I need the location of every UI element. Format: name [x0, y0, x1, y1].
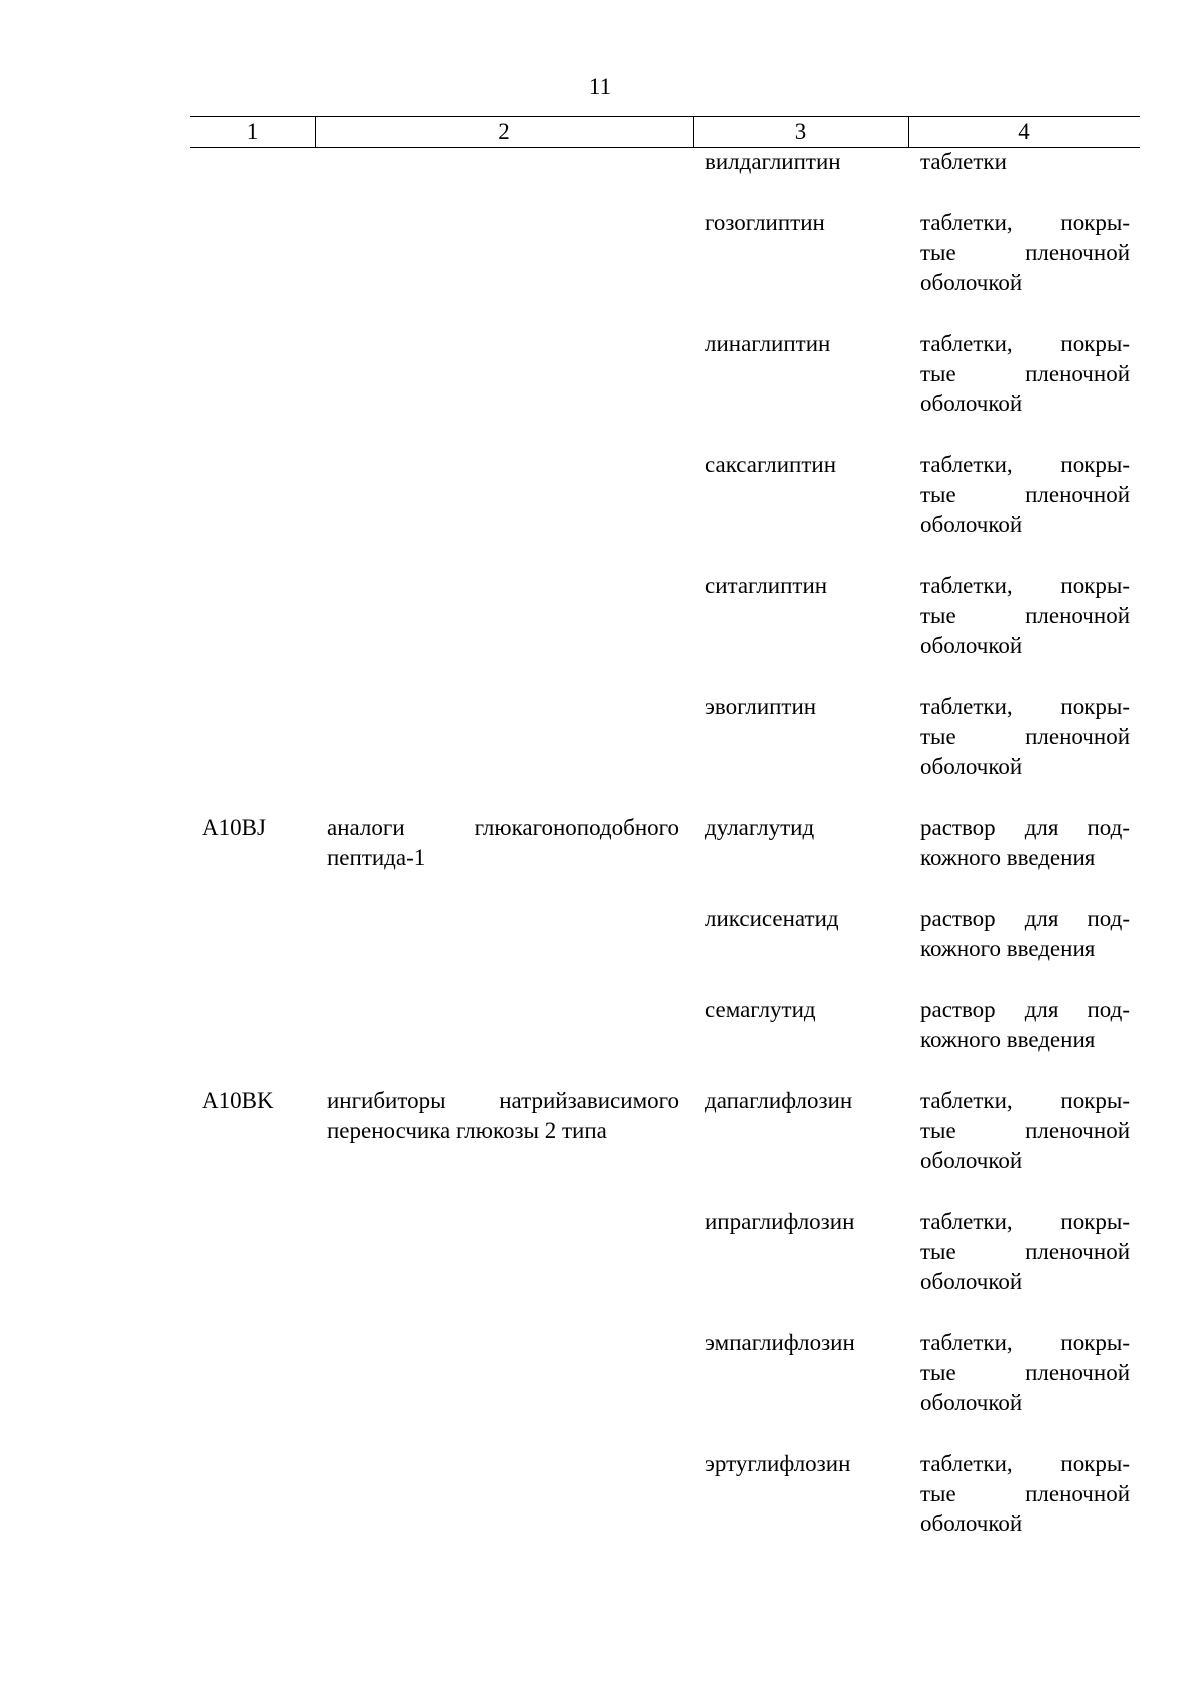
drug-name: саксаглиптин — [705, 452, 837, 477]
table-row — [190, 450, 1140, 540]
header-col-4: 4 — [1018, 119, 1030, 144]
table-row — [190, 208, 1140, 298]
table-row — [190, 1207, 1140, 1297]
pharm-group-line: ингибиторы натрийзависимого — [327, 1088, 679, 1113]
dosage-form-line: кожного введения — [920, 936, 1096, 961]
dosage-form-line: тые пленочной — [920, 482, 1130, 507]
header-col-2: 2 — [498, 119, 510, 144]
dosage-form — [920, 147, 1130, 177]
table-row — [190, 692, 1140, 782]
dosage-form — [920, 813, 1130, 873]
dosage-form-line: таблетки, покры- — [920, 1209, 1130, 1234]
table-header — [190, 116, 1140, 148]
dosage-form-line: тые пленочной — [920, 1239, 1130, 1264]
dosage-form — [920, 208, 1130, 298]
dosage-form-line: таблетки, покры- — [920, 331, 1130, 356]
dosage-form — [920, 1086, 1130, 1176]
dosage-form-line: таблетки, покры- — [920, 573, 1130, 598]
dosage-form-line: таблетки — [920, 149, 1007, 174]
table-row — [190, 904, 1140, 964]
drug-name: эртуглифлозин — [705, 1451, 851, 1476]
dosage-form-line: раствор для под- — [920, 815, 1130, 840]
pharm-group-line: пептида-1 — [327, 845, 426, 870]
table-row — [190, 1086, 1140, 1176]
table-row — [190, 1328, 1140, 1418]
pharm-group — [327, 1086, 679, 1146]
pharm-group — [327, 813, 679, 873]
drug-name: дапаглифлозин — [705, 1088, 853, 1113]
drug-name: ипраглифлозин — [705, 1209, 855, 1234]
drug-name: вилдаглиптин — [705, 149, 841, 174]
drug-name: гозоглиптин — [705, 210, 825, 235]
dosage-form-line: тые пленочной — [920, 1481, 1130, 1506]
dosage-form-line: тые пленочной — [920, 240, 1130, 265]
table-row — [190, 813, 1140, 873]
header-divider — [908, 117, 909, 147]
dosage-form — [920, 1207, 1130, 1297]
header-divider — [693, 117, 694, 147]
dosage-form — [920, 450, 1130, 540]
drug-name: ликсисенатид — [705, 906, 839, 931]
pharm-group-line: переносчика глюкозы 2 типа — [327, 1118, 607, 1143]
dosage-form-line: тые пленочной — [920, 361, 1130, 386]
pharm-group-line: аналоги глюкагоноподобного — [327, 815, 679, 840]
dosage-form-line: раствор для под- — [920, 997, 1130, 1022]
drug-name: ситаглиптин — [705, 573, 828, 598]
dosage-form-line: таблетки, покры- — [920, 210, 1130, 235]
dosage-form-line: оболочкой — [920, 1269, 1023, 1294]
dosage-form-line: тые пленочной — [920, 1360, 1130, 1385]
header-divider — [315, 117, 316, 147]
dosage-form — [920, 1328, 1130, 1418]
table-row — [190, 571, 1140, 661]
drug-name: эмпаглифлозин — [705, 1330, 855, 1355]
atc-code: A10BK — [202, 1088, 274, 1113]
dosage-form — [920, 904, 1130, 964]
dosage-form — [920, 329, 1130, 419]
dosage-form-line: тые пленочной — [920, 1118, 1130, 1143]
dosage-form-line: оболочкой — [920, 1390, 1023, 1415]
table-row — [190, 147, 1140, 177]
drug-name: дулаглутид — [705, 815, 815, 840]
atc-code: A10BJ — [202, 815, 266, 840]
table-row — [190, 329, 1140, 419]
dosage-form-line: оболочкой — [920, 270, 1023, 295]
dosage-form — [920, 571, 1130, 661]
drug-name: эвоглиптин — [705, 694, 817, 719]
dosage-form — [920, 995, 1130, 1055]
dosage-form-line: оболочкой — [920, 1148, 1023, 1173]
dosage-form-line: оболочкой — [920, 391, 1023, 416]
table-row — [190, 1449, 1140, 1539]
dosage-form-line: тые пленочной — [920, 724, 1130, 749]
drug-name: линаглиптин — [705, 331, 831, 356]
dosage-form — [920, 1449, 1130, 1539]
dosage-form-line: таблетки, покры- — [920, 1330, 1130, 1355]
header-col-1: 1 — [246, 119, 259, 144]
dosage-form-line: оболочкой — [920, 1511, 1023, 1536]
dosage-form-line: оболочкой — [920, 512, 1023, 537]
dosage-form — [920, 692, 1130, 782]
dosage-form-line: таблетки, покры- — [920, 452, 1130, 477]
dosage-form-line: оболочкой — [920, 754, 1023, 779]
page-number: 11 — [588, 74, 612, 99]
dosage-form-line: таблетки, покры- — [920, 1088, 1130, 1113]
dosage-form-line: оболочкой — [920, 633, 1023, 658]
dosage-form-line: кожного введения — [920, 1027, 1096, 1052]
dosage-form-line: кожного введения — [920, 845, 1096, 870]
dosage-form-line: таблетки, покры- — [920, 1451, 1130, 1476]
dosage-form-line: таблетки, покры- — [920, 694, 1130, 719]
dosage-form-line: раствор для под- — [920, 906, 1130, 931]
table-row — [190, 995, 1140, 1055]
drug-name: семаглутид — [705, 997, 816, 1022]
dosage-form-line: тые пленочной — [920, 603, 1130, 628]
header-col-3: 3 — [794, 119, 807, 144]
